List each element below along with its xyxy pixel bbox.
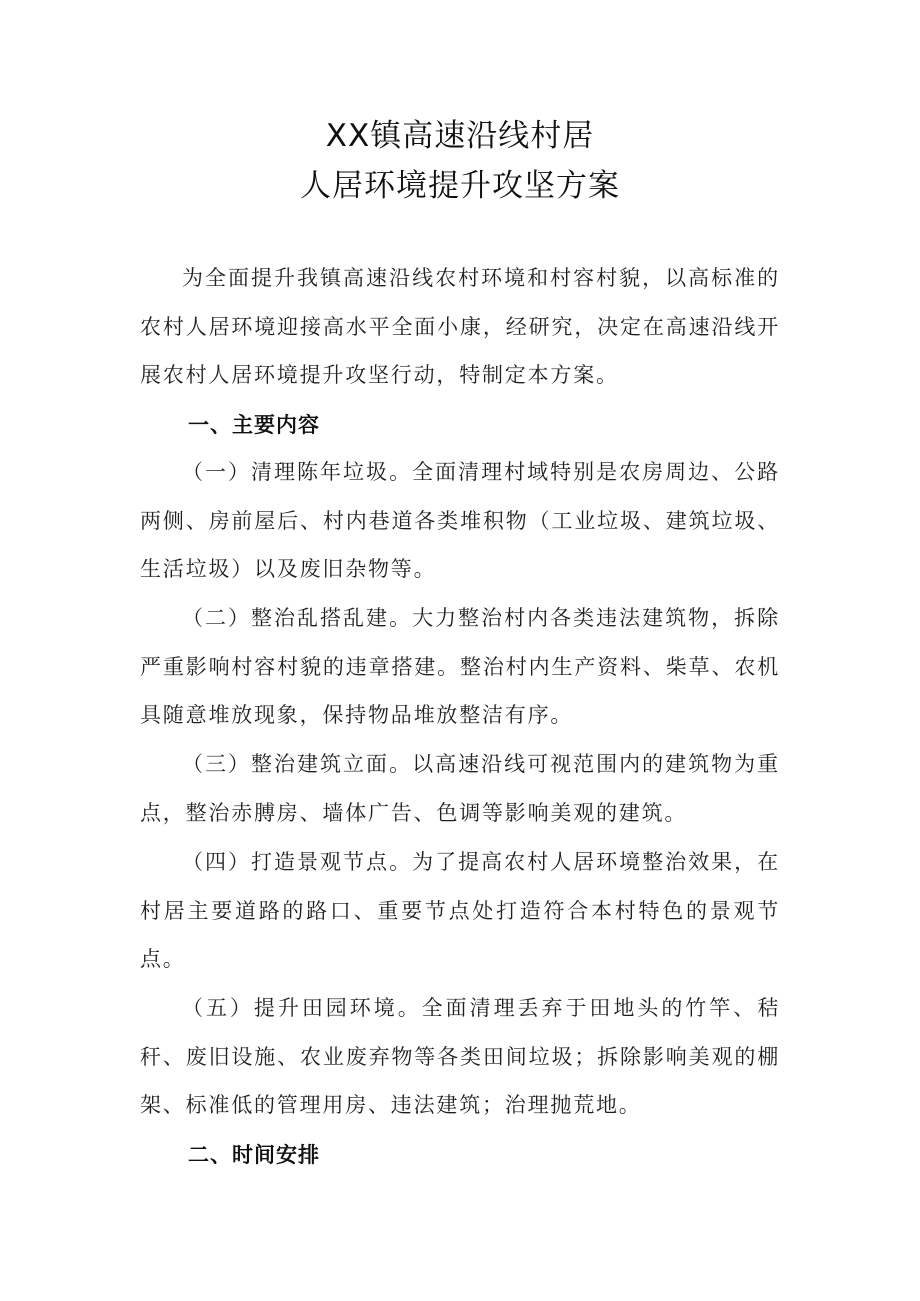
- item-paragraph-2: （二）整治乱搭乱建。大力整治村内各类违法建筑物，拆除严重影响村容村貌的违章搭建。整治村内生产资料、柴草、农机具随意堆放现象，保持物品堆放整洁有序。: [140, 606, 780, 727]
- document-title-line-1: XX镇高速沿线村居: [325, 118, 595, 154]
- section-1-heading: 一、主要内容: [188, 413, 320, 437]
- item-1-block: [140, 448, 780, 594]
- item-3-block: [140, 740, 780, 837]
- item-2-block: [140, 594, 780, 740]
- item-paragraph-1: （一）清理陈年垃圾。全面清理村域特别是农房周边、公路两侧、房前屋后、村内巷道各类堆积物（工业垃圾、建筑垃圾、生活垃圾）以及废旧杂物等。: [140, 460, 780, 581]
- intro-paragraph: 为全面提升我镇高速沿线农村环境和村容村貌，以高标准的农村人居环境迎接高水平全面小康，经研究，决定在高速沿线开展农村人居环境提升攻坚行动，特制定本方案。: [140, 266, 780, 387]
- item-paragraph-3: （三）整治建筑立面。以高速沿线可视范围内的建筑物为重点，整治赤膊房、墙体广告、色调等影响美观的建筑。: [140, 752, 780, 825]
- item-paragraph-5: （五）提升田园环境。全面清理丢弃于田地头的竹竿、秸秆、废旧设施、农业废弃物等各类田间垃圾；拆除影响美观的棚架、标准低的管理用房、违法建筑；治理抛荒地。: [140, 996, 780, 1117]
- intro-block: [140, 254, 780, 400]
- item-paragraph-4: （四）打造景观节点。为了提高农村人居环境整治效果，在村居主要道路的路口、重要节点处打造符合本村特色的景观节点。: [140, 850, 780, 971]
- item-4-block: [140, 838, 780, 984]
- section-2-heading: 二、时间安排: [188, 1143, 320, 1167]
- item-5-block: [140, 984, 780, 1130]
- document-title-line-2: 人居环境提升攻坚方案: [300, 168, 620, 204]
